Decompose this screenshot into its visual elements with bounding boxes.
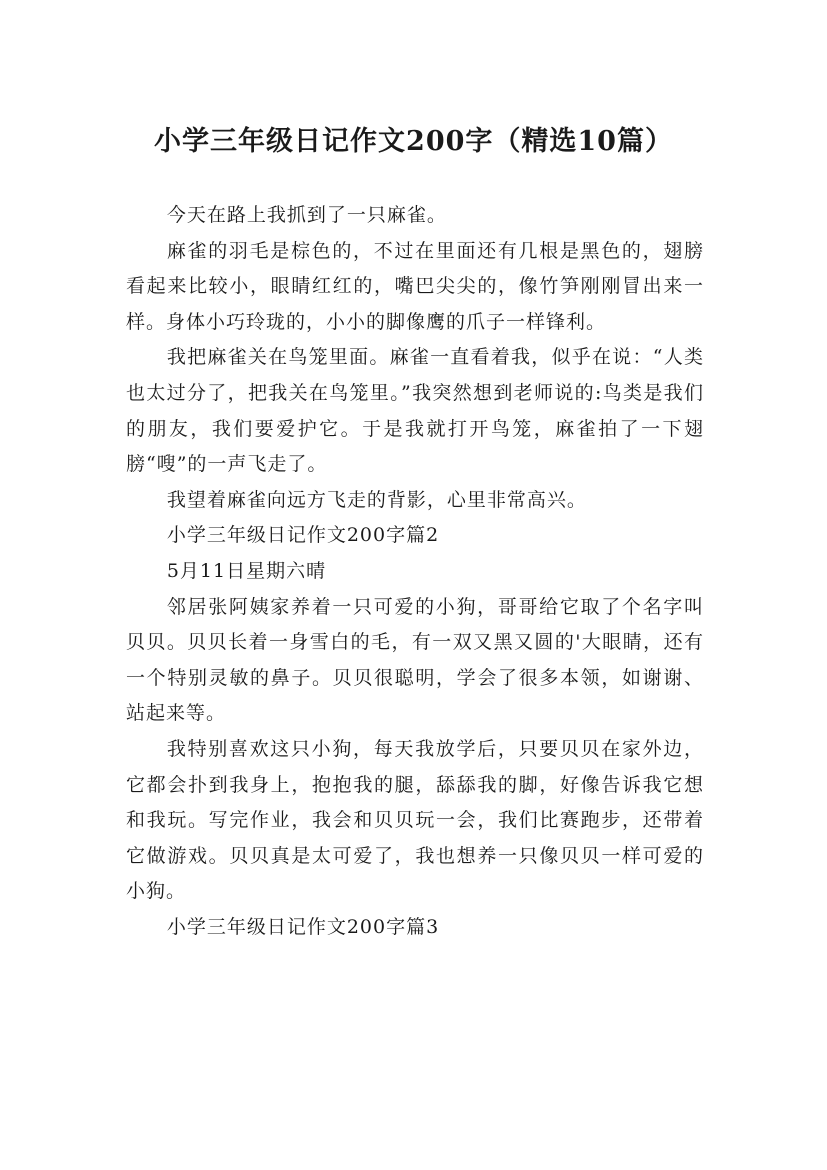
paragraph: 今天在路上我抓到了一只麻雀。	[166, 204, 447, 226]
paragraph: 我望着麻雀向远方飞走的背影，心里非常高兴。	[166, 488, 587, 511]
section-heading: 小学三年级日记作文200字篇2	[166, 524, 440, 547]
document-body	[126, 198, 704, 945]
paragraph: 邻居张阿姨家养着一只可爱的小狗，哥哥给它取了个名字叫贝贝。贝贝长着一身雪白的毛，有一双又黑又圆的'大眼睛，还有一个特别灵敏的鼻子。贝贝很聪明，学会了很多本领，如谢谢、站起来等。	[126, 595, 704, 725]
page-title: 小学三年级日记作文200字（精选10篇）	[154, 126, 673, 158]
paragraph: 我特别喜欢这只小狗，每天我放学后，只要贝贝在家外边，它都会扑到我身上，抱抱我的腿，舔舔我的脚，好像告诉我它想和我玩。写完作业，我会和贝贝玩一会，我们比赛跑步，还带着它做游戏。贝贝真是太可爱了，我也想养一只像贝贝一样可爱的小狗。	[126, 737, 704, 903]
paragraph: 我把麻雀关在鸟笼里面。麻雀一直看着我，似乎在说：“人类也太过分了，把我关在鸟笼里。”我突然想到老师说的:鸟类是我们的朋友，我们要爱护它。于是我就打开鸟笼，麻雀拍了一下翅膀“嗖”的一声飞走了。	[126, 346, 704, 476]
diary-date: 5月11日星期六晴	[166, 559, 327, 582]
section-heading: 小学三年级日记作文200字篇3	[166, 915, 440, 938]
paragraph: 麻雀的羽毛是棕色的，不过在里面还有几根是黑色的，翅膀看起来比较小，眼睛红红的，嘴巴尖尖的，像竹笋刚刚冒出来一样。身体小巧玲珑的，小小的脚像鹰的爪子一样锋利。	[126, 239, 704, 333]
